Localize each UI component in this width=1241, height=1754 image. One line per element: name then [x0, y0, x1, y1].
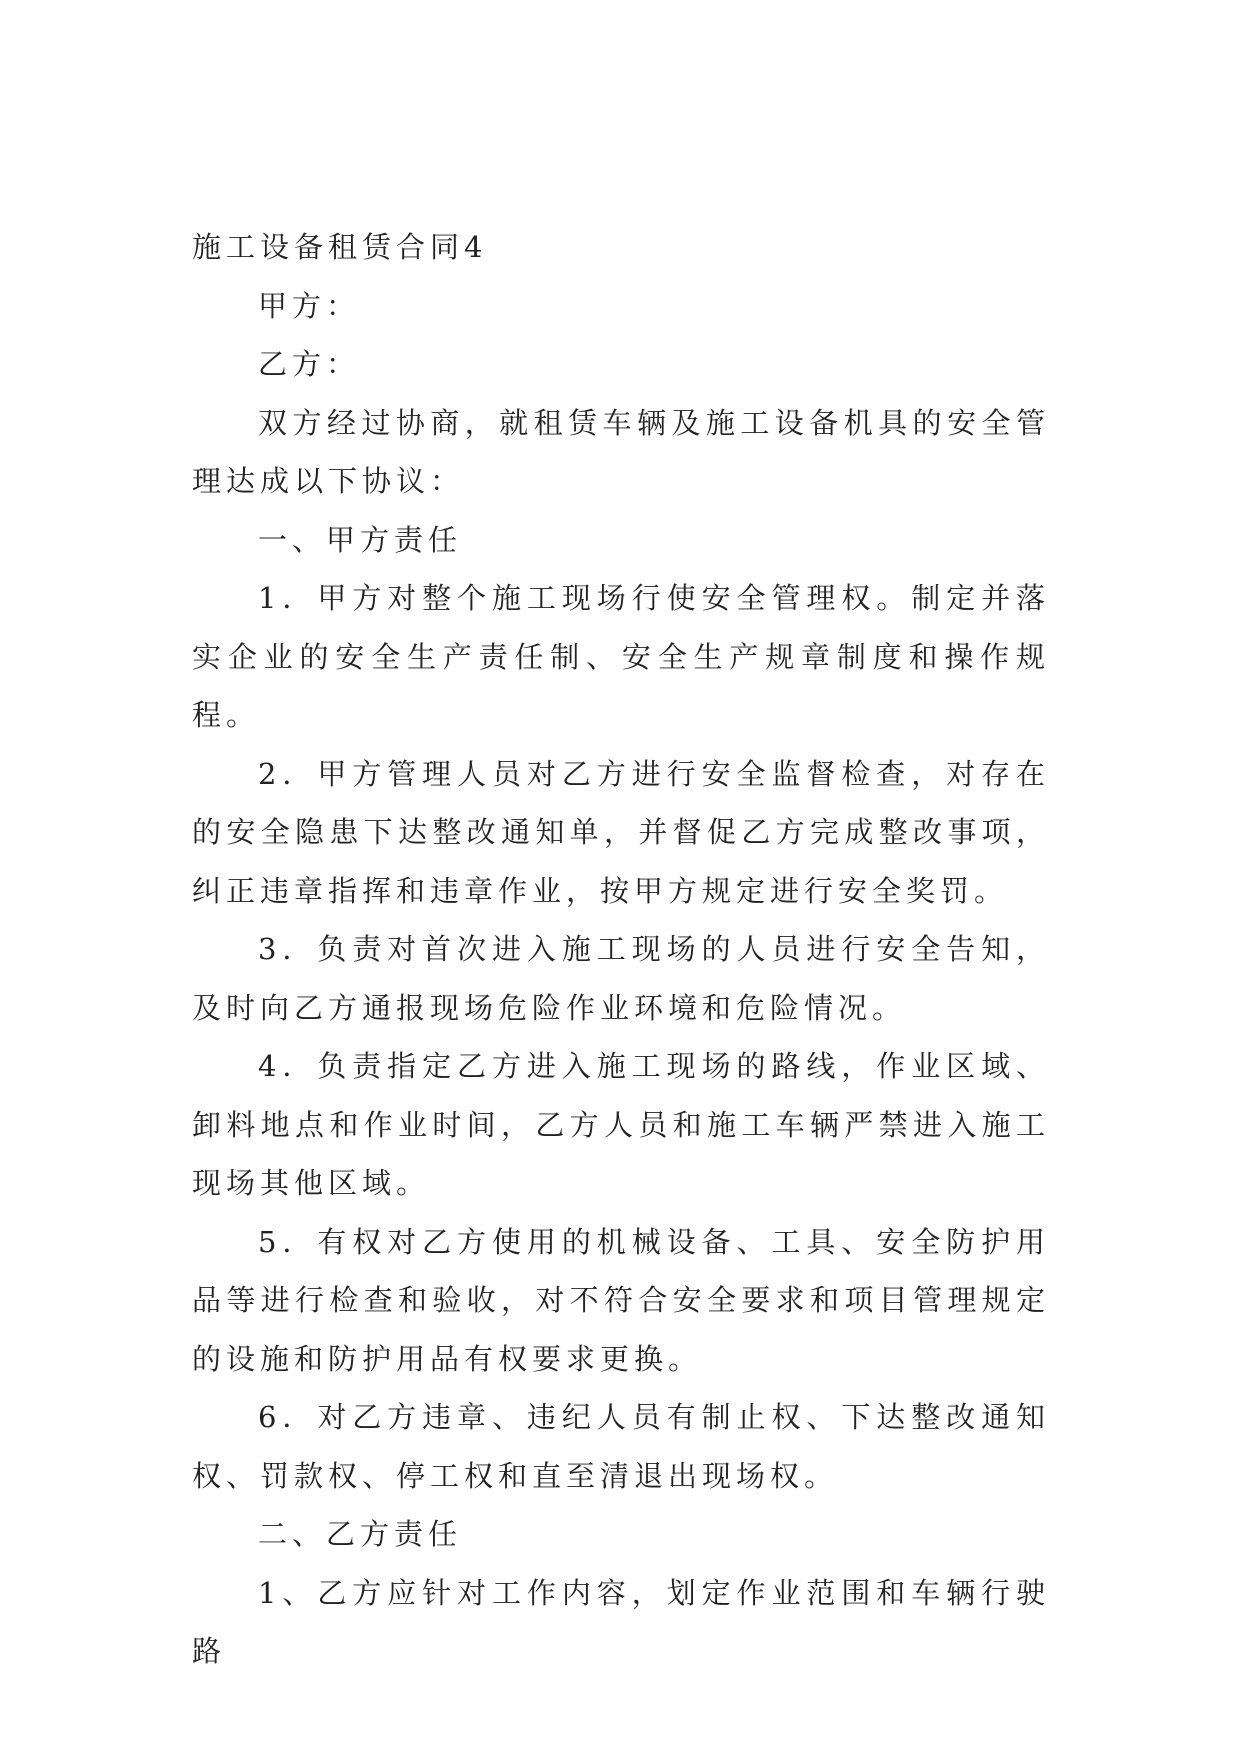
- clause-a-3: 3．负责对首次进入施工现场的人员进行安全告知，及时向乙方通报现场危险作业环境和危险情况。: [192, 932, 1050, 1025]
- clause-a-4: 4．负责指定乙方进入施工现场的路线，作业区域、卸料地点和作业时间，乙方人员和施工车辆严禁进入施工现场其他区域。: [192, 1049, 1050, 1200]
- preamble-paragraph: 双方经过协商，就租赁车辆及施工设备机具的安全管理达成以下协议：: [192, 405, 1050, 498]
- section-heading-party-b: 二、乙方责任: [258, 1517, 463, 1551]
- section-heading-party-a: 一、甲方责任: [258, 522, 463, 557]
- party-b-line: 乙方：: [258, 347, 361, 381]
- clause-a-2: 2．甲方管理人员对乙方进行安全监督检查，对存在的安全隐患下达整改通知单，并督促乙方完成整改事项，纠正违章指挥和违章作业，按甲方规定进行安全奖罚。: [192, 756, 1050, 908]
- clause-b-1: 1、乙方应针对工作内容，划定作业范围和车辆行驶路: [192, 1575, 1050, 1668]
- clause-a-1: 1．甲方对整个施工现场行使安全管理权。制定并落实企业的安全生产责任制、安全生产规章制度和操作规程。: [192, 581, 1050, 732]
- clause-a-5: 5．有权对乙方使用的机械设备、工具、安全防护用品等进行检查和验收，对不符合安全要求和项目管理规定的设施和防护用品有权要求更换。: [192, 1224, 1050, 1376]
- party-a-line: 甲方：: [258, 288, 361, 323]
- document-body: [192, 218, 1050, 1681]
- clause-a-6: 6．对乙方违章、违纪人员有制止权、下达整改通知权、罚款权、停工权和直至清退出现场权。: [192, 1400, 1050, 1493]
- document-title: 施工设备租赁合同4: [192, 230, 488, 264]
